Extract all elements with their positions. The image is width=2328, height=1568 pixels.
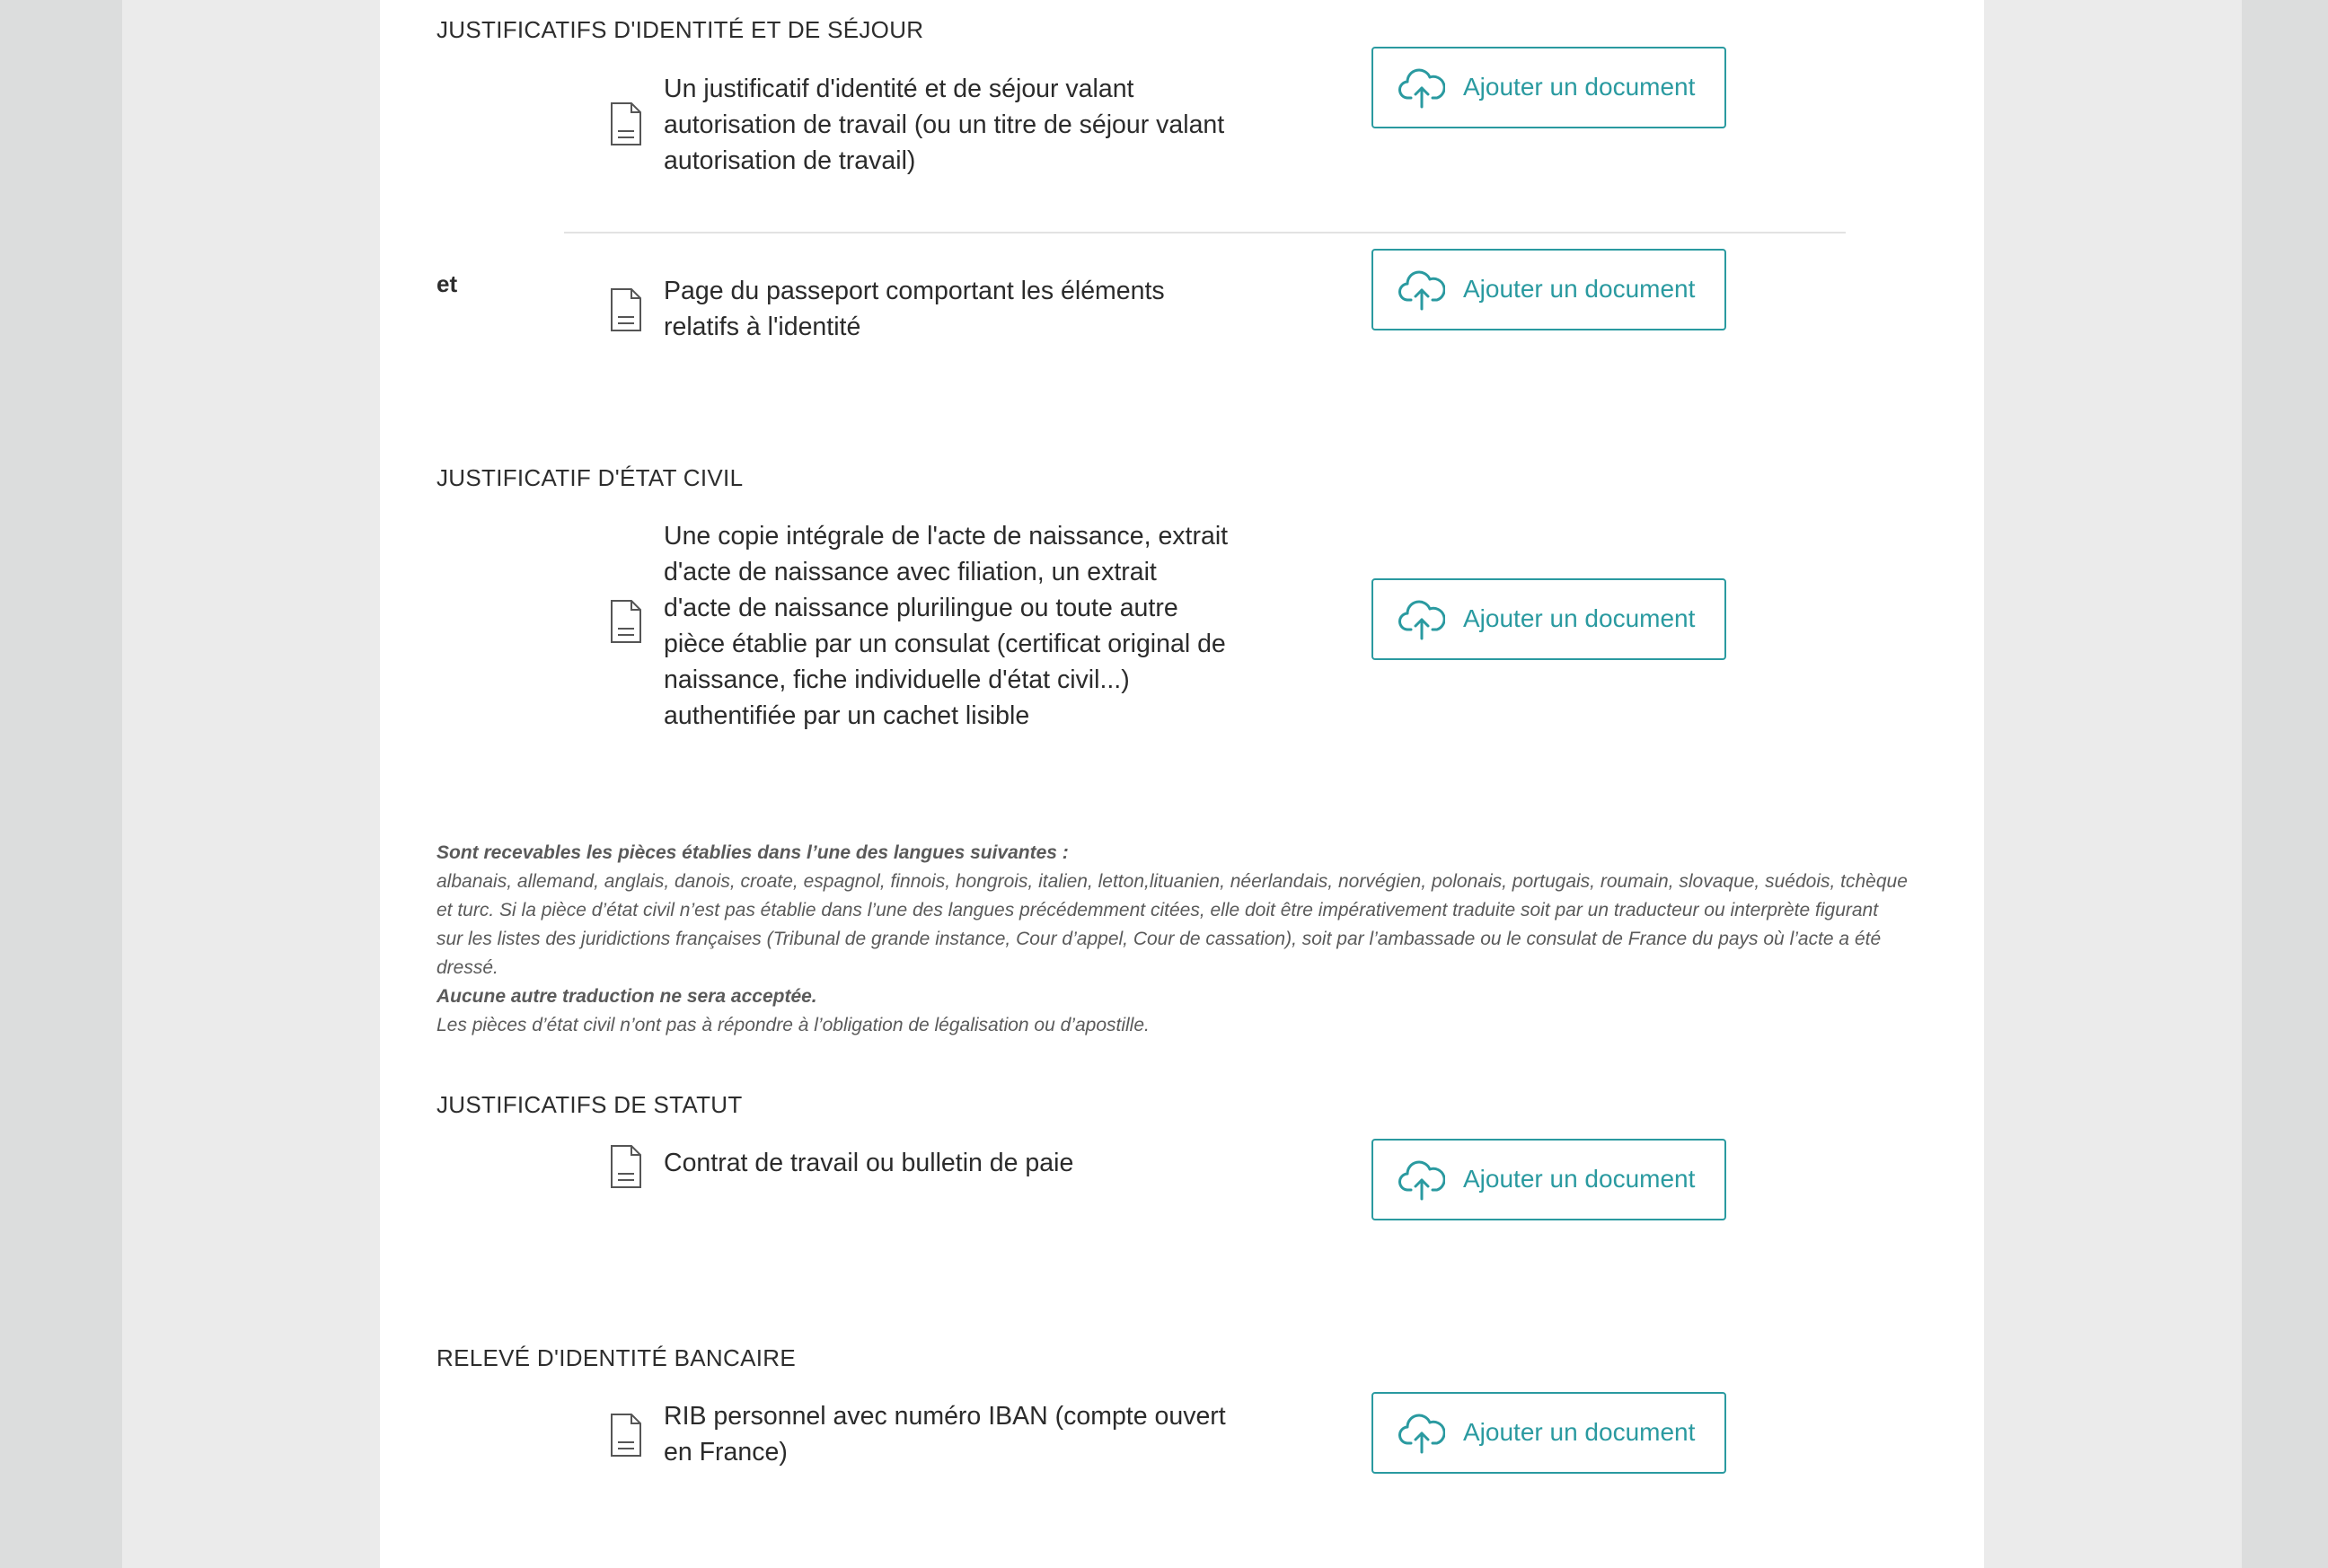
language-note-warning: Aucune autre traduction ne sera acceptée.	[436, 986, 817, 1007]
add-document-label: Ajouter un document	[1463, 1165, 1696, 1193]
language-note-footer: Les pièces d’état civil n’ont pas à répondre à l’obligation de légalisation ou d’apostille.	[436, 1015, 1150, 1035]
document-icon	[609, 101, 643, 146]
add-document-button-passport[interactable]	[1371, 249, 1726, 330]
document-icon	[609, 599, 643, 644]
doc-description-birth-certificate: Une copie intégrale de l'acte de naissance, extrait d'acte de naissance avec filiation, un extrait d'acte de naissance plurilingue ou toute autre pièce établie par un consulat (certificat original de naissance, fiche individuelle d'état civil...) authentifiée par un cachet lisible	[664, 522, 1229, 730]
add-document-button-rib[interactable]	[1371, 1392, 1726, 1474]
language-note	[436, 839, 1909, 1040]
section-title-identity: JUSTIFICATIFS D'IDENTITÉ ET DE SÉJOUR	[436, 16, 924, 43]
doc-description-passport: Page du passeport comportant les éléments relatifs à l'identité	[664, 277, 1165, 341]
section-title-civil: JUSTIFICATIF D'ÉTAT CIVIL	[436, 464, 744, 491]
content-panel	[380, 0, 1984, 1568]
doc-description-rib: RIB personnel avec numéro IBAN (compte ouvert en France)	[664, 1402, 1226, 1467]
section-title-status: JUSTIFICATIFS DE STATUT	[436, 1091, 743, 1118]
document-icon	[609, 1144, 643, 1189]
add-document-button-employment[interactable]	[1371, 1139, 1726, 1220]
cloud-upload-icon	[1398, 1413, 1445, 1454]
doc-description-employment: Contrat de travail ou bulletin de paie	[664, 1149, 1074, 1177]
cloud-upload-icon	[1398, 1159, 1445, 1201]
section-title-bank: RELEVÉ D'IDENTITÉ BANCAIRE	[436, 1344, 796, 1371]
add-document-button-birth-certificate[interactable]	[1371, 578, 1726, 660]
add-document-label: Ajouter un document	[1463, 275, 1696, 303]
language-note-heading: Sont recevables les pièces établies dans l’une des langues suivantes :	[436, 842, 1069, 863]
language-note-body: albanais, allemand, anglais, danois, croate, espagnol, finnois, hongrois, italien, letton,lituanien, néerlandais, norvégien, polonais, portugais, roumain, slovaque, suédois, tchèque et turc. Si la pièce d’état civil n’est pas établie dans l’une des langues précédemment citées, elle doit être impérativement traduite soit par un traducteur ou interprète figurant sur les listes des juridictions françaises (Tribunal de grande instance, Cour d’appel, Cour de cassation), soit par l’ambassade ou le consulat de France du pays où l’acte a été dressé.	[436, 871, 1908, 978]
doc-description-identity-permit: Un justificatif d'identité et de séjour valant autorisation de travail (ou un titre de séjour valant autorisation de travail)	[664, 75, 1225, 175]
add-document-label: Ajouter un document	[1463, 1418, 1696, 1446]
connector-and: et	[436, 270, 458, 297]
document-icon	[609, 287, 643, 332]
cloud-upload-icon	[1398, 269, 1445, 311]
add-document-label: Ajouter un document	[1463, 73, 1696, 101]
add-document-label: Ajouter un document	[1463, 604, 1696, 632]
document-icon	[609, 1413, 643, 1458]
cloud-upload-icon	[1398, 67, 1445, 109]
add-document-button-identity-permit[interactable]	[1371, 47, 1726, 128]
cloud-upload-icon	[1398, 599, 1445, 640]
divider	[564, 232, 1846, 233]
